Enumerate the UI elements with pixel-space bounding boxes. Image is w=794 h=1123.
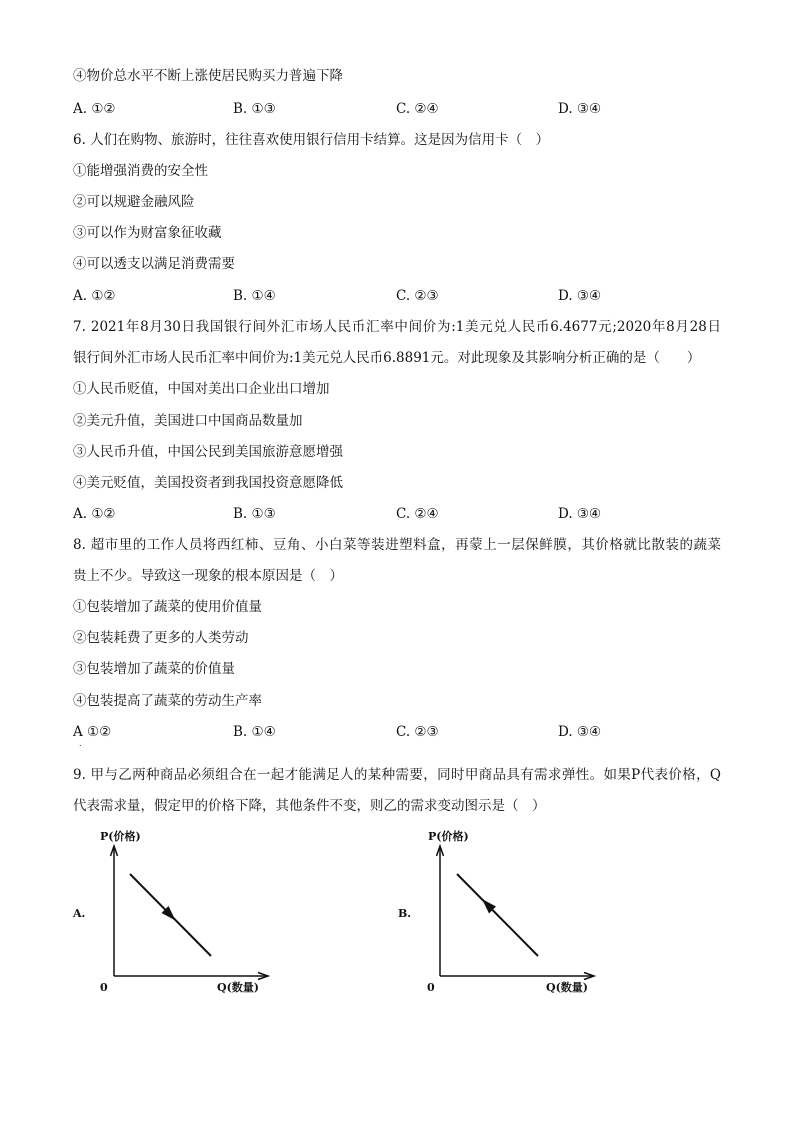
stray-mark: . bbox=[79, 739, 82, 748]
q5-options bbox=[73, 100, 713, 118]
q5-option-b[interactable]: B. ①③ bbox=[233, 101, 276, 117]
q7-statement-4: ④美元贬值，美国投资者到我国投资意愿降低 bbox=[73, 475, 343, 491]
q7-option-a[interactable]: A. ①② bbox=[73, 506, 116, 522]
fig-b-demand-curve bbox=[457, 874, 538, 956]
demand-graph-b[interactable] bbox=[426, 840, 606, 985]
q6-option-b[interactable]: B. ①④ bbox=[233, 288, 276, 304]
q5-option-c[interactable]: C. ②④ bbox=[396, 101, 439, 117]
q5-statement-4: ④物价总水平不断上涨使居民购买力普遍下降 bbox=[73, 68, 343, 84]
fig-b-origin-label: 0 bbox=[427, 981, 435, 994]
q8-option-c[interactable]: C. ②③ bbox=[396, 724, 439, 740]
q8-statement-3: ③包装增加了蔬菜的价值量 bbox=[73, 661, 235, 677]
q6-statement-2: ②可以规避金融风险 bbox=[73, 194, 195, 210]
demand-graph-a[interactable] bbox=[100, 840, 280, 985]
q8-options bbox=[73, 723, 713, 741]
q8-statement-2: ②包装耗费了更多的人类劳动 bbox=[73, 630, 249, 646]
q8-statement-1: ①包装增加了蔬菜的使用价值量 bbox=[73, 599, 262, 615]
q6-option-d[interactable]: D. ③④ bbox=[558, 288, 602, 304]
q5-option-a[interactable]: A. ①② bbox=[73, 101, 116, 117]
q6-statement-4: ④可以透支以满足消费需要 bbox=[73, 256, 235, 272]
q6-statement-1: ①能增强消费的安全性 bbox=[73, 163, 208, 179]
q7-statement-3: ③人民币升值，中国公民到美国旅游意愿增强 bbox=[73, 444, 343, 460]
q7-option-c[interactable]: C. ②④ bbox=[396, 506, 439, 522]
fig-b-option-label[interactable]: B. bbox=[398, 907, 412, 920]
q9-stem-line-1: 9. 甲与乙两种商品必须组合在一起才能满足人的某种需要，同时甲商品具有需求弹性。如果P代表价格，Q bbox=[73, 767, 721, 783]
q8-statement-4: ④包装提高了蔬菜的劳动生产率 bbox=[73, 693, 262, 709]
q9-stem-line-2: 代表需求量，假定甲的价格下降，其他条件不变，则乙的需求变动图示是（ ） bbox=[73, 798, 546, 814]
q6-options bbox=[73, 287, 713, 305]
q7-stem-line-2: 银行间外汇市场人民币汇率中间价为:1美元兑人民币6.8891元。对此现象及其影响分析正确的是（ ） bbox=[73, 350, 701, 366]
q7-option-b[interactable]: B. ①③ bbox=[233, 506, 276, 522]
q8-option-a[interactable]: A ①② bbox=[73, 724, 112, 740]
q8-stem-line-1: 8. 超市里的工作人员将西红柿、豆角、小白菜等装进塑料盒，再蒙上一层保鲜膜，其价格就比散装的蔬菜 bbox=[73, 537, 721, 553]
q7-statement-1: ①人民币贬值，中国对美出口企业出口增加 bbox=[73, 381, 330, 397]
q6-option-a[interactable]: A. ①② bbox=[73, 288, 116, 304]
fig-a-x-axis-label: Q(数量) bbox=[217, 981, 259, 994]
fig-a-y-axis-label: P(价格) bbox=[100, 830, 141, 843]
fig-b-x-axis-label: Q(数量) bbox=[546, 981, 588, 994]
q8-option-d[interactable]: D. ③④ bbox=[558, 724, 602, 740]
fig-a-option-label[interactable]: A. bbox=[73, 907, 86, 920]
fig-a-origin-label: 0 bbox=[100, 981, 108, 994]
q6-option-c[interactable]: C. ②③ bbox=[396, 288, 439, 304]
fig-b-y-axis-label: P(价格) bbox=[428, 830, 469, 843]
q6-statement-3: ③可以作为财富象征收藏 bbox=[73, 225, 222, 241]
q6-stem: 6. 人们在购物、旅游时，往往喜欢使用银行信用卡结算。这是因为信用卡（ ） bbox=[73, 132, 550, 148]
q8-option-b[interactable]: B. ①④ bbox=[233, 724, 276, 740]
q7-options bbox=[73, 505, 713, 523]
q5-option-d[interactable]: D. ③④ bbox=[558, 101, 602, 117]
q7-statement-2: ②美元升值，美国进口中国商品数量加 bbox=[73, 413, 303, 429]
q7-option-d[interactable]: D. ③④ bbox=[558, 506, 602, 522]
q8-stem-line-2: 贵上不少。导致这一现象的根本原因是（ ） bbox=[73, 568, 343, 584]
q7-stem-line-1: 7. 2021年8月30日我国银行间外汇市场人民币汇率中间价为:1美元兑人民币6.4677元;2020年8月28日 bbox=[73, 319, 721, 335]
